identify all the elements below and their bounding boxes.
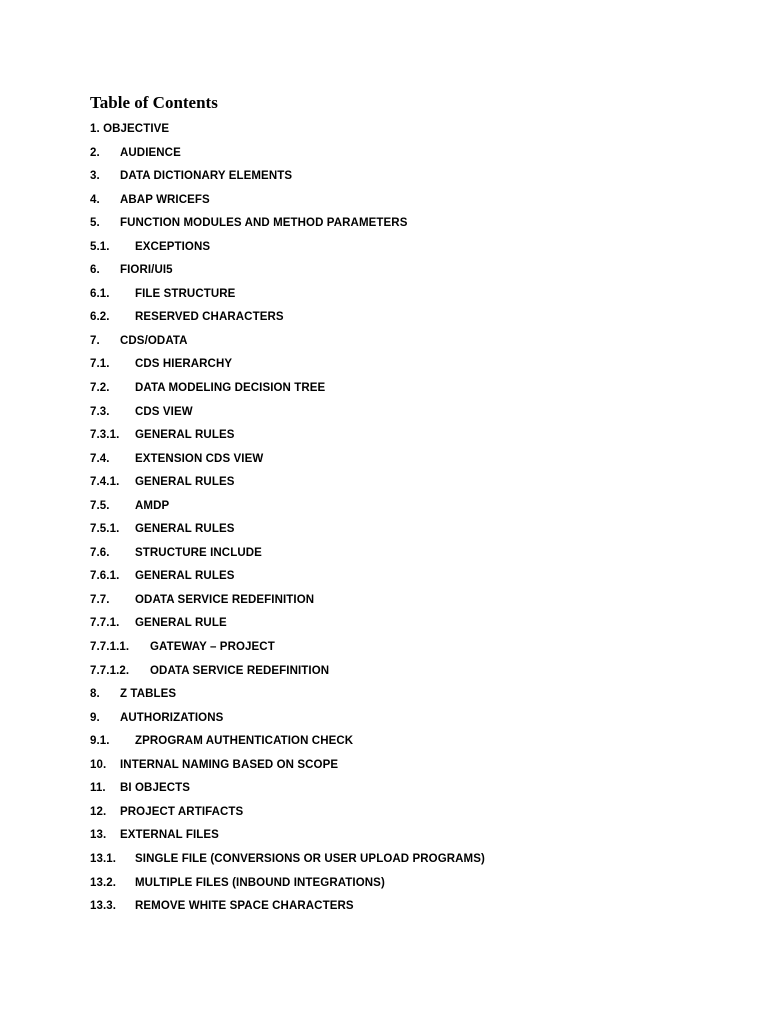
toc-entry[interactable] — [90, 614, 690, 638]
toc-title: Table of Contents — [90, 93, 218, 112]
toc-entry[interactable] — [90, 520, 690, 544]
toc-entry[interactable] — [90, 497, 690, 521]
toc-entry[interactable] — [90, 144, 690, 168]
toc-entry[interactable] — [90, 379, 690, 403]
toc-entry[interactable] — [90, 426, 690, 450]
toc-list — [90, 120, 690, 921]
toc-entry-number: 13.3. — [90, 900, 117, 913]
toc-entry[interactable] — [90, 662, 690, 686]
toc-entry-number: 7.3. — [90, 405, 110, 418]
toc-entry[interactable] — [90, 120, 690, 144]
toc-entry-text: FUNCTION MODULES AND METHOD PARAMETERS — [120, 217, 408, 230]
toc-entry-text: EXTENSION CDS VIEW — [135, 452, 264, 465]
toc-entry[interactable] — [90, 167, 690, 191]
toc-entry-number: 7.6. — [90, 546, 110, 559]
toc-entry-text: AMDP — [135, 499, 170, 512]
toc-entry-number: 5. — [90, 217, 100, 230]
toc-entry[interactable] — [90, 638, 690, 662]
toc-entry[interactable] — [90, 850, 690, 874]
toc-entry[interactable] — [90, 897, 690, 921]
toc-entry-text: FILE STRUCTURE — [135, 287, 236, 300]
toc-entry-number: 7.4.1. — [90, 476, 120, 489]
toc-entry[interactable] — [90, 756, 690, 780]
toc-entry[interactable] — [90, 803, 690, 827]
toc-entry[interactable] — [90, 685, 690, 709]
toc-entry-text: ODATA SERVICE REDEFINITION — [150, 664, 330, 677]
toc-entry[interactable] — [90, 473, 690, 497]
toc-entry-text: AUDIENCE — [120, 146, 181, 159]
toc-entry[interactable] — [90, 779, 690, 803]
toc-entry-text: Z TABLES — [120, 688, 177, 701]
toc-entry-number: 6.2. — [90, 311, 110, 324]
toc-entry-text: ZPROGRAM AUTHENTICATION CHECK — [135, 735, 354, 748]
toc-entry[interactable] — [90, 450, 690, 474]
toc-entry-text: ODATA SERVICE REDEFINITION — [135, 593, 315, 606]
toc-entry[interactable] — [90, 874, 690, 898]
toc-entry[interactable] — [90, 591, 690, 615]
toc-entry[interactable] — [90, 214, 690, 238]
toc-entry-text: FIORI/UI5 — [120, 264, 173, 277]
toc-entry-text: STRUCTURE INCLUDE — [135, 546, 262, 559]
toc-entry-number: 9. — [90, 711, 100, 724]
toc-entry[interactable] — [90, 332, 690, 356]
toc-entry[interactable] — [90, 544, 690, 568]
toc-entry-text: GENERAL RULES — [135, 476, 235, 489]
toc-entry-text: REMOVE WHITE SPACE CHARACTERS — [135, 900, 354, 913]
toc-entry[interactable] — [90, 191, 690, 215]
toc-entry-number: 2. — [90, 146, 100, 159]
toc-entry-text: BI OBJECTS — [120, 782, 191, 795]
toc-entry-number: 7.1. — [90, 358, 110, 371]
toc-entry-number: 7.6.1. — [90, 570, 120, 583]
toc-entry-number: 11. — [90, 782, 106, 795]
toc-entry[interactable] — [90, 567, 690, 591]
toc-entry-text: DATA DICTIONARY ELEMENTS — [120, 170, 293, 183]
toc-entry[interactable] — [90, 238, 690, 262]
toc-entry-text: GENERAL RULES — [135, 570, 235, 583]
toc-entry[interactable] — [90, 285, 690, 309]
toc-entry-text: CDS/ODATA — [120, 334, 188, 347]
toc-entry[interactable] — [90, 308, 690, 332]
toc-entry-number: 7. — [90, 334, 100, 347]
toc-entry[interactable] — [90, 355, 690, 379]
toc-entry-number: 5.1. — [90, 240, 110, 253]
toc-entry[interactable] — [90, 732, 690, 756]
toc-entry[interactable] — [90, 403, 690, 427]
toc-entry-number: 13. — [90, 829, 107, 842]
toc-entry[interactable] — [90, 261, 690, 285]
toc-entry-number: 9.1. — [90, 735, 110, 748]
toc-entry-number: 7.7.1.1. — [90, 641, 130, 654]
toc-entry-number: 13.2. — [90, 876, 117, 889]
toc-entry-text: EXCEPTIONS — [135, 240, 211, 253]
toc-entry-number: 1. OBJECTIVE — [90, 123, 170, 135]
toc-entry-text: ABAP WRICEFS — [120, 193, 210, 206]
toc-entry-number: 7.5.1. — [90, 523, 120, 536]
toc-entry-text: GENERAL RULES — [135, 429, 235, 442]
toc-entry-text: GATEWAY – PROJECT — [150, 641, 275, 654]
toc-entry-number: 7.7.1. — [90, 617, 120, 630]
toc-entry-number: 8. — [90, 688, 100, 701]
toc-entry-number: 7.2. — [90, 382, 110, 395]
toc-entry-number: 7.7. — [90, 593, 110, 606]
toc-entry-text: CDS HIERARCHY — [135, 358, 233, 371]
toc-entry-number: 12. — [90, 805, 107, 818]
toc-entry-text: PROJECT ARTIFACTS — [120, 805, 244, 818]
toc-entry-text: GENERAL RULE — [135, 617, 227, 630]
toc-entry-text: SINGLE FILE (CONVERSIONS OR USER UPLOAD PROGRAMS) — [135, 852, 485, 865]
toc-entry-text: DATA MODELING DECISION TREE — [135, 382, 326, 395]
toc-entry-text: CDS VIEW — [135, 405, 193, 418]
toc-entry-text: EXTERNAL FILES — [120, 829, 219, 842]
toc-entry-number: 10. — [90, 758, 107, 771]
toc-entry-number: 7.7.1.2. — [90, 664, 130, 677]
toc-entry-text: RESERVED CHARACTERS — [135, 311, 284, 324]
toc-entry-number: 7.3.1. — [90, 429, 120, 442]
toc-entry-number: 6.1. — [90, 287, 110, 300]
toc-entry-number: 7.5. — [90, 499, 110, 512]
toc-entry-text: INTERNAL NAMING BASED ON SCOPE — [120, 758, 339, 771]
toc-entry[interactable] — [90, 709, 690, 733]
toc-entry-text: AUTHORIZATIONS — [120, 711, 224, 724]
toc-entry-number: 7.4. — [90, 452, 110, 465]
toc-entry-number: 4. — [90, 193, 100, 206]
toc-entry-text: GENERAL RULES — [135, 523, 235, 536]
toc-entry[interactable] — [90, 826, 690, 850]
toc-entry-number: 13.1. — [90, 852, 117, 865]
toc-entry-text: MULTIPLE FILES (INBOUND INTEGRATIONS) — [135, 876, 385, 889]
toc-entry-number: 3. — [90, 170, 100, 183]
toc-entry-number: 6. — [90, 264, 100, 277]
